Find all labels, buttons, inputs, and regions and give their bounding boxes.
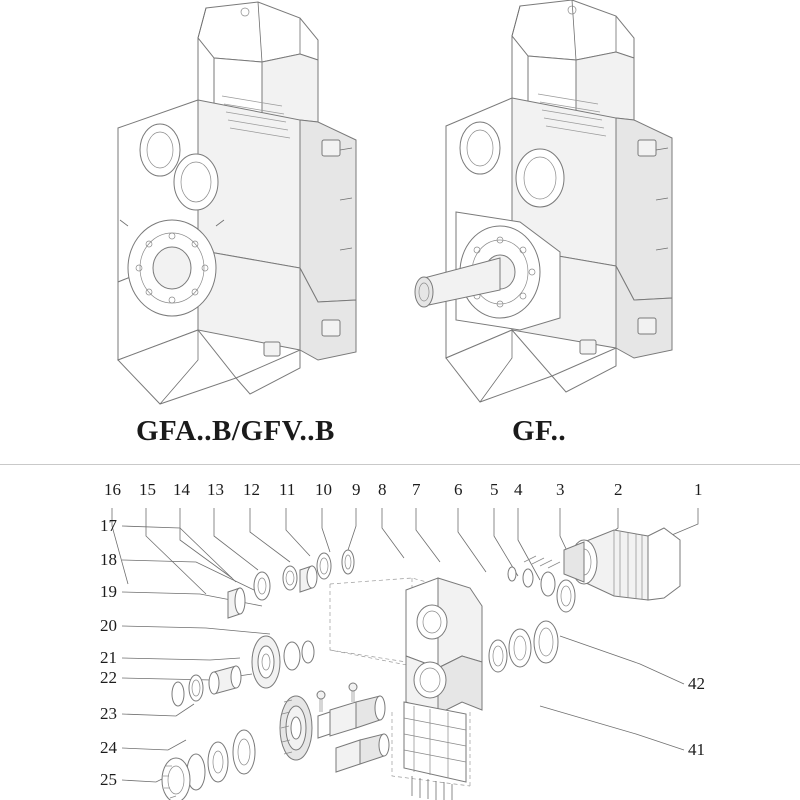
exploded-parts-diagram <box>0 466 800 800</box>
caption-left-view: GFA..B/GFV..B <box>136 415 335 447</box>
left-gearbox-drawing <box>118 2 356 404</box>
callout-16: 16 <box>104 480 121 499</box>
caption-right-view: GF.. <box>512 415 567 447</box>
callout-21: 21 <box>100 648 117 667</box>
callout-6: 6 <box>454 480 463 499</box>
callout-23: 23 <box>100 704 117 723</box>
callout-17: 17 <box>100 516 117 535</box>
callout-22: 22 <box>100 668 117 687</box>
callout-19: 19 <box>100 582 117 601</box>
callout-4: 4 <box>514 480 523 499</box>
callout-3: 3 <box>556 480 565 499</box>
callout-1: 1 <box>694 480 703 499</box>
callout-25: 25 <box>100 770 117 789</box>
callout-7: 7 <box>412 480 421 499</box>
callout-41: 41 <box>688 740 705 759</box>
callout-9: 9 <box>352 480 361 499</box>
section-divider <box>0 464 800 465</box>
callout-13: 13 <box>207 480 224 499</box>
callout-18: 18 <box>100 550 117 569</box>
callout-20: 20 <box>100 616 117 635</box>
callout-42: 42 <box>688 674 705 693</box>
callout-5: 5 <box>490 480 499 499</box>
callout-15: 15 <box>139 480 156 499</box>
view-captions <box>0 415 800 455</box>
callout-2: 2 <box>614 480 623 499</box>
callout-10: 10 <box>315 480 332 499</box>
callout-12: 12 <box>243 480 260 499</box>
callout-14: 14 <box>173 480 190 499</box>
right-gearbox-drawing <box>415 0 672 402</box>
exploded-geometry <box>0 466 800 800</box>
callout-24: 24 <box>100 738 117 757</box>
callout-8: 8 <box>378 480 387 499</box>
callout-11: 11 <box>279 480 296 499</box>
